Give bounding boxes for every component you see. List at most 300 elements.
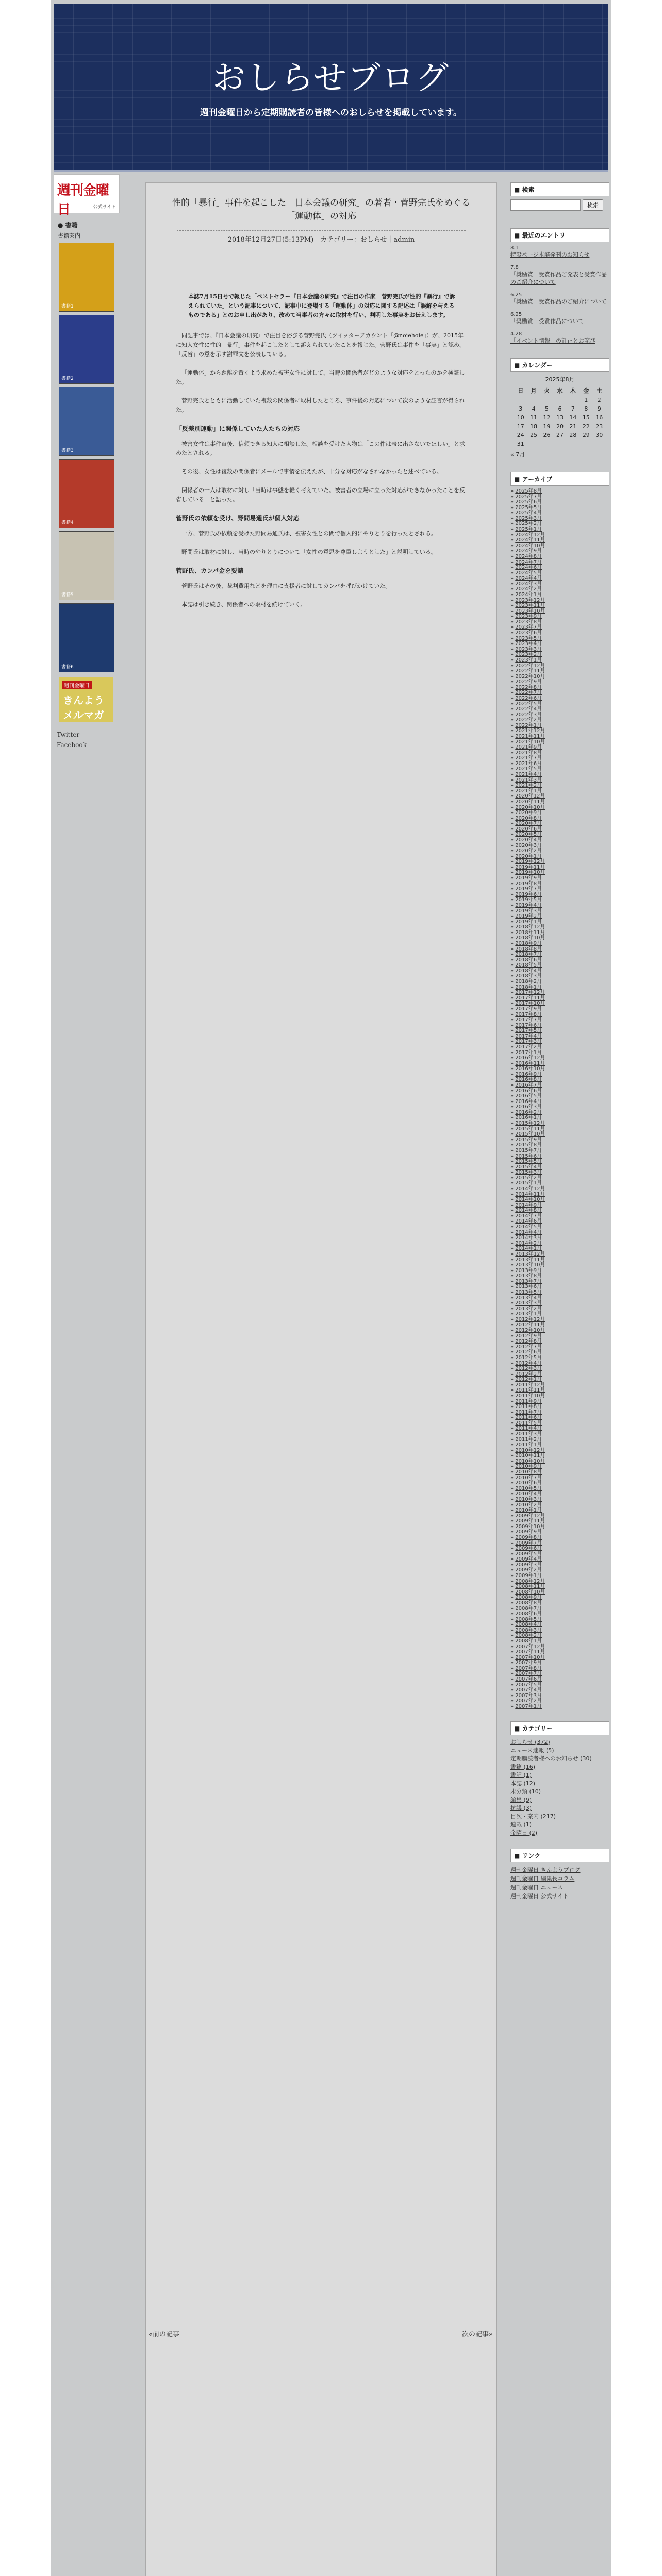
archive-item[interactable]: » 2007年11月: [510, 1649, 545, 1655]
archive-item[interactable]: » 2020年2月: [510, 848, 542, 854]
archive-item-label: 2019年8月: [515, 880, 542, 887]
archive-item[interactable]: » 2011年7月: [510, 1409, 542, 1415]
archive-item[interactable]: » 2013年10月: [510, 1262, 545, 1268]
archive-item[interactable]: » 2012年4月: [510, 1360, 542, 1366]
archive-item[interactable]: » 2016年12月: [510, 1055, 545, 1061]
book-cover[interactable]: [59, 243, 114, 312]
archive-item[interactable]: » 2022年7月: [510, 690, 542, 696]
archive-item[interactable]: » 2020年11月: [510, 799, 545, 805]
book-cover-label: 書籍2: [61, 376, 74, 381]
archive-item[interactable]: » 2018年10月: [510, 935, 545, 941]
category-item[interactable]: 書籍 (16): [510, 1763, 536, 1770]
archive-item[interactable]: » 2023年11月: [510, 603, 545, 609]
archive-item-label: 2011年11月: [515, 1387, 545, 1394]
archive-item[interactable]: » 2018年8月: [510, 946, 542, 952]
archive-item[interactable]: » 2020年10月: [510, 804, 545, 810]
archive-item[interactable]: » 2008年5月: [510, 1616, 542, 1622]
archive-item[interactable]: » 2024年1月: [510, 591, 542, 598]
archive-item[interactable]: » 2023年5月: [510, 635, 542, 641]
archive-item-label: 2020年4月: [515, 837, 542, 843]
category-item[interactable]: 連載 (1): [510, 1821, 532, 1828]
archive-item[interactable]: » 2024年8月: [510, 553, 542, 560]
prev-post-link[interactable]: «前の記事: [148, 2331, 179, 2338]
archive-item[interactable]: » 2010年9月: [510, 1464, 542, 1470]
archive-item[interactable]: » 2023年3月: [510, 646, 542, 652]
facebook-link[interactable]: Facebook: [57, 741, 87, 749]
archive-item-label: 2020年11月: [515, 799, 545, 805]
archive-item[interactable]: » 2010年1月: [510, 1507, 542, 1514]
archive-item[interactable]: » 2010年7月: [510, 1475, 542, 1481]
book-cover[interactable]: [59, 531, 114, 600]
archive-item[interactable]: » 2021年11月: [510, 734, 545, 740]
archive-item[interactable]: » 2015年6月: [510, 1153, 542, 1159]
archive-item[interactable]: » 2023年8月: [510, 619, 542, 625]
archive-item[interactable]: » 2018年7月: [510, 952, 542, 958]
archive-item-label: 2013年12月: [515, 1251, 545, 1257]
archive-item[interactable]: » 2024年11月: [510, 537, 545, 544]
archive-item[interactable]: » 2019年12月: [510, 859, 545, 865]
archive-item[interactable]: » 2012年3月: [510, 1366, 542, 1372]
archive-item-label: 2019年7月: [515, 886, 542, 892]
calendar-day: [540, 396, 553, 404]
archive-item[interactable]: » 2015年12月: [510, 1121, 545, 1127]
archive-item[interactable]: » 2023年12月: [510, 597, 545, 603]
archive-item[interactable]: » 2022年9月: [510, 679, 542, 685]
archive-item[interactable]: » 2017年4月: [510, 1033, 542, 1039]
archive-item[interactable]: » 2013年11月: [510, 1257, 545, 1263]
archive-item[interactable]: » 2023年9月: [510, 614, 542, 620]
archive-item[interactable]: » 2012年8月: [510, 1338, 542, 1345]
archive-item[interactable]: » 2021年1月: [510, 788, 542, 794]
archive-item[interactable]: » 2011年6月: [510, 1415, 542, 1421]
archive-item[interactable]: » 2013年1月: [510, 1311, 542, 1317]
archive-item[interactable]: » 2025年5月: [510, 504, 542, 511]
archive-item[interactable]: » 2025年7月: [510, 494, 542, 500]
archive-item[interactable]: » 2016年4月: [510, 1098, 542, 1105]
archive-item-label: 2014年11月: [515, 1191, 545, 1197]
archive-item[interactable]: » 2024年5月: [510, 570, 542, 576]
archive-item[interactable]: » 2024年7月: [510, 559, 542, 565]
archive-item[interactable]: » 2020年7月: [510, 821, 542, 827]
archive-item-label: 2024年12月: [515, 532, 545, 538]
archive-item[interactable]: » 2013年5月: [510, 1289, 542, 1295]
archive-item[interactable]: » 2015年9月: [510, 1137, 542, 1143]
archive-item[interactable]: » 2007年12月: [510, 1643, 545, 1650]
archive-item-label: 2023年9月: [515, 614, 542, 620]
archive-item[interactable]: » 2013年6月: [510, 1284, 542, 1290]
search-input[interactable]: [510, 199, 581, 211]
archive-item-label: 2014年3月: [515, 1235, 542, 1241]
archive-item-label: 2016年4月: [515, 1098, 542, 1105]
archive-item[interactable]: » 2010年2月: [510, 1502, 542, 1508]
archive-item[interactable]: » 2013年3月: [510, 1300, 542, 1307]
archive-item[interactable]: » 2015年11月: [510, 1126, 545, 1132]
archive-item[interactable]: » 2023年2月: [510, 652, 542, 658]
archive-item[interactable]: » 2017年7月: [510, 1017, 542, 1023]
category-item[interactable]: 本誌 (12): [510, 1780, 536, 1787]
archive-item[interactable]: » 2013年2月: [510, 1306, 542, 1312]
archive-item[interactable]: » 2015年4月: [510, 1164, 542, 1170]
archive-item[interactable]: » 2012年11月: [510, 1322, 545, 1328]
archive-item[interactable]: » 2020年9月: [510, 810, 542, 816]
archive-item[interactable]: » 2022年11月: [510, 668, 545, 674]
archive-item[interactable]: » 2025年6月: [510, 499, 542, 505]
calendar-weekday: 水: [557, 387, 563, 394]
archive-item[interactable]: » 2015年3月: [510, 1170, 542, 1176]
archive-item[interactable]: » 2008年4月: [510, 1622, 542, 1628]
archive-item[interactable]: » 2008年7月: [510, 1605, 542, 1612]
blog-title[interactable]: おしらせブログ: [212, 59, 450, 97]
archive-item[interactable]: » 2023年1月: [510, 657, 542, 663]
archive-item[interactable]: » 2012年6月: [510, 1349, 542, 1355]
archive-item[interactable]: » 2017年8月: [510, 1011, 542, 1018]
archive-item[interactable]: » 2007年10月: [510, 1654, 545, 1660]
archive-item[interactable]: » 2025年2月: [510, 521, 542, 527]
archive-item[interactable]: » 2020年3月: [510, 842, 542, 849]
archive-item[interactable]: » 2020年8月: [510, 815, 542, 821]
archive-item[interactable]: » 2021年4月: [510, 772, 542, 778]
archive-item[interactable]: » 2022年3月: [510, 711, 542, 718]
archive-item[interactable]: » 2018年2月: [510, 979, 542, 985]
archive-item[interactable]: » 2014年6月: [510, 1218, 542, 1225]
mailmag-banner[interactable]: [59, 677, 113, 722]
archive-item[interactable]: » 2014年3月: [510, 1235, 542, 1241]
archive-item[interactable]: » 2018年9月: [510, 940, 542, 946]
archive-item[interactable]: » 2010年12月: [510, 1447, 545, 1453]
recent-entry-link[interactable]: 「奨励賞」受賞作品について: [510, 318, 584, 325]
recent-entry-link[interactable]: 特設ページ本誌発刊のお知らせ: [510, 251, 590, 258]
calendar-day: [567, 396, 580, 404]
archive-item[interactable]: » 2020年4月: [510, 837, 542, 843]
archive-item-label: 2008年11月: [515, 1584, 545, 1590]
archive-item[interactable]: » 2025年1月: [510, 527, 542, 533]
archive-item[interactable]: » 2016年2月: [510, 1109, 542, 1115]
archive-item-label: 2022年5月: [515, 701, 542, 707]
archive-item[interactable]: » 2025年8月: [510, 488, 542, 494]
archive-item[interactable]: » 2007年6月: [510, 1676, 542, 1683]
archive-item[interactable]: » 2009年5月: [510, 1551, 542, 1557]
archive-item[interactable]: » 2019年1月: [510, 919, 542, 925]
twitter-link[interactable]: Twitter: [57, 731, 80, 738]
archive-item[interactable]: » 2024年6月: [510, 565, 542, 571]
archive-item[interactable]: » 2019年7月: [510, 886, 542, 892]
archive-item[interactable]: » 2014年2月: [510, 1240, 542, 1246]
archive-item-label: 2021年9月: [515, 744, 542, 751]
archive-item[interactable]: » 2011年11月: [510, 1387, 545, 1394]
archive-item[interactable]: » 2014年4月: [510, 1229, 542, 1235]
book-cover-label: 書籍5: [61, 592, 74, 598]
sidebar-link[interactable]: 週刊金曜日 ニュース: [510, 1884, 563, 1891]
archive-item[interactable]: » 2024年12月: [510, 532, 545, 538]
archive-item[interactable]: » 2022年1月: [510, 722, 542, 728]
archive-item-label: 2008年6月: [515, 1611, 542, 1617]
archive-item[interactable]: » 2018年3月: [510, 973, 542, 979]
category-item[interactable]: ニュース速報 (5): [510, 1747, 554, 1754]
archive-item[interactable]: » 2023年7月: [510, 624, 542, 631]
archive-item[interactable]: » 2017年3月: [510, 1039, 542, 1045]
archive-item[interactable]: » 2007年1月: [510, 1703, 542, 1709]
archive-item-label: 2009年1月: [515, 1573, 542, 1579]
archive-item[interactable]: » 2021年8月: [510, 750, 542, 756]
archive-item[interactable]: » 2009年11月: [510, 1518, 545, 1524]
archive-item[interactable]: » 2014年11月: [510, 1191, 545, 1197]
archive-item[interactable]: » 2009年6月: [510, 1546, 542, 1552]
sidebar-link[interactable]: 週刊金曜日 公式サイト: [510, 1892, 569, 1900]
archive-item[interactable]: » 2017年1月: [510, 1049, 542, 1056]
archive-item[interactable]: » 2017年9月: [510, 1006, 542, 1012]
archive-item[interactable]: » 2007年3月: [510, 1692, 542, 1699]
archive-item[interactable]: » 2015年10月: [510, 1131, 545, 1138]
archive-item[interactable]: » 2010年8月: [510, 1469, 542, 1476]
archive-item[interactable]: » 2008年3月: [510, 1627, 542, 1633]
archive-item[interactable]: » 2011年8月: [510, 1404, 542, 1410]
archive-item[interactable]: » 2020年6月: [510, 826, 542, 832]
archive-item[interactable]: » 2011年3月: [510, 1431, 542, 1437]
archive-item[interactable]: » 2018年1月: [510, 984, 542, 990]
archive-item[interactable]: » 2019年10月: [510, 870, 545, 876]
archive-item[interactable]: » 2018年11月: [510, 929, 545, 936]
archive-item[interactable]: » 2013年12月: [510, 1251, 545, 1257]
archive-item[interactable]: » 2010年11月: [510, 1453, 545, 1459]
archive-item[interactable]: » 2009年3月: [510, 1562, 542, 1568]
archive-item-label: 2019年1月: [515, 919, 542, 925]
archive-item[interactable]: » 2019年3月: [510, 908, 542, 914]
archive-item[interactable]: » 2011年10月: [510, 1393, 545, 1399]
archive-item[interactable]: » 2015年5月: [510, 1159, 542, 1165]
archive-item[interactable]: » 2022年6月: [510, 695, 542, 701]
archive-item[interactable]: » 2012年10月: [510, 1328, 545, 1334]
archive-item[interactable]: » 2012年9月: [510, 1333, 542, 1339]
archive-item[interactable]: » 2021年3月: [510, 777, 542, 783]
archive-item[interactable]: » 2011年4月: [510, 1426, 542, 1432]
archive-item[interactable]: » 2014年8月: [510, 1208, 542, 1214]
archive-item[interactable]: » 2013年7月: [510, 1278, 542, 1284]
archive-item[interactable]: » 2019年11月: [510, 864, 545, 870]
archive-item[interactable]: » 2007年5月: [510, 1682, 542, 1688]
archive-item[interactable]: » 2019年6月: [510, 891, 542, 897]
archive-item-label: 2023年8月: [515, 619, 542, 625]
archive-item[interactable]: » 2008年8月: [510, 1600, 542, 1606]
archive-item[interactable]: » 2008年9月: [510, 1595, 542, 1601]
right-sidebar: [510, 182, 609, 1901]
archive-item[interactable]: » 2021年12月: [510, 728, 545, 734]
archive-item[interactable]: » 2018年4月: [510, 968, 542, 974]
archive-item[interactable]: » 2007年4月: [510, 1687, 542, 1693]
book-cover[interactable]: [59, 387, 114, 456]
archive-item-label: 2021年2月: [515, 783, 542, 789]
category-item[interactable]: 書評 (1): [510, 1771, 532, 1778]
archive-item-label: 2012年4月: [515, 1360, 542, 1366]
archive-item[interactable]: » 2019年5月: [510, 897, 542, 903]
archive-item[interactable]: » 2010年10月: [510, 1458, 545, 1464]
post-title[interactable]: 性的「暴行」事件を起こした「日本会議の研究」の著者・菅野完氏をめぐる「運動体」の対応: [172, 198, 470, 222]
archive-item-label: 2010年8月: [515, 1469, 542, 1476]
recent-entry-link[interactable]: 「イベント情報」の訂正とお詫び: [510, 337, 595, 344]
archive-item[interactable]: » 2012年2月: [510, 1371, 542, 1377]
archive-item-label: 2008年1月: [515, 1638, 542, 1644]
archive-item[interactable]: » 2016年8月: [510, 1077, 542, 1083]
archive-item[interactable]: » 2021年2月: [510, 783, 542, 789]
archive-item-label: 2021年12月: [515, 728, 545, 734]
category-item[interactable]: 未分類 (10): [510, 1788, 541, 1795]
archive-item[interactable]: » 2011年9月: [510, 1398, 542, 1404]
archive-item[interactable]: » 2012年5月: [510, 1354, 542, 1361]
archive-item[interactable]: » 2019年2月: [510, 913, 542, 920]
post-section-heading: 菅野氏の依頼を受け、野間易通氏が個人対応: [176, 515, 300, 522]
archive-item[interactable]: » 2007年8月: [510, 1665, 542, 1671]
archive-item[interactable]: » 2020年5月: [510, 832, 542, 838]
archive-item[interactable]: » 2010年6月: [510, 1480, 542, 1486]
archive-item[interactable]: » 2008年10月: [510, 1589, 545, 1595]
archive-item[interactable]: » 2010年3月: [510, 1496, 542, 1502]
category-item[interactable]: 編集 (9): [510, 1796, 532, 1803]
archive-item[interactable]: » 2011年1月: [510, 1442, 542, 1448]
archive-item[interactable]: » 2017年12月: [510, 990, 545, 996]
archive-item[interactable]: » 2020年1月: [510, 853, 542, 859]
archive-item[interactable]: » 2022年12月: [510, 663, 545, 669]
archive-item[interactable]: » 2013年8月: [510, 1273, 542, 1279]
archive-item[interactable]: » 2022年2月: [510, 717, 542, 723]
archive-item[interactable]: » 2011年2月: [510, 1436, 542, 1443]
archive-item[interactable]: » 2024年4月: [510, 575, 542, 582]
archive-item[interactable]: » 2017年10月: [510, 1001, 545, 1007]
archive-item-label: 2011年7月: [515, 1409, 542, 1415]
archive-item[interactable]: » 2024年10月: [510, 543, 545, 549]
archive-item[interactable]: » 2009年8月: [510, 1535, 542, 1540]
archive-item[interactable]: » 2023年10月: [510, 608, 545, 614]
archive-item[interactable]: » 2011年5月: [510, 1420, 542, 1426]
next-post-link[interactable]: 次の記事»: [462, 2331, 493, 2338]
archive-item[interactable]: » 2015年1月: [510, 1180, 542, 1187]
category-item[interactable]: 抗議 (3): [510, 1804, 532, 1811]
archive-item[interactable]: » 2016年10月: [510, 1066, 545, 1072]
archive-item[interactable]: » 2012年7月: [510, 1344, 542, 1350]
archive-item[interactable]: » 2016年9月: [510, 1071, 542, 1077]
archive-item[interactable]: » 2017年11月: [510, 995, 545, 1001]
archive-item[interactable]: » 2007年2月: [510, 1698, 542, 1704]
archive-item[interactable]: » 2014年1月: [510, 1246, 542, 1252]
archive-item[interactable]: » 2021年7月: [510, 755, 542, 761]
calendar-weekday: 土: [596, 387, 602, 394]
archive-item[interactable]: » 2018年5月: [510, 962, 542, 969]
archive-item[interactable]: » 2022年4月: [510, 706, 542, 713]
archive-item[interactable]: » 2013年4月: [510, 1295, 542, 1301]
archive-item[interactable]: » 2019年8月: [510, 880, 542, 887]
archive-item[interactable]: » 2009年4月: [510, 1556, 542, 1563]
archive-item[interactable]: » 2013年9月: [510, 1267, 542, 1274]
archive-item[interactable]: » 2023年6月: [510, 630, 542, 636]
sidebar-link[interactable]: 週刊金曜日 編集長コラム: [510, 1875, 575, 1882]
archive-item[interactable]: » 2018年6月: [510, 957, 542, 963]
book-cover[interactable]: [59, 603, 114, 672]
recent-entry-date: 4.28: [510, 331, 522, 337]
archive-item[interactable]: » 2016年6月: [510, 1088, 542, 1094]
archive-item-label: 2018年9月: [515, 940, 542, 946]
archive-item[interactable]: » 2009年9月: [510, 1529, 542, 1535]
archive-item[interactable]: » 2021年10月: [510, 739, 545, 745]
calendar-prev-month[interactable]: « 7月: [510, 451, 525, 458]
archive-item[interactable]: » 2022年5月: [510, 701, 542, 707]
archive-item[interactable]: » 2012年12月: [510, 1316, 545, 1323]
archive-item[interactable]: » 2015年7月: [510, 1147, 542, 1154]
archive-item[interactable]: » 2011年12月: [510, 1382, 545, 1388]
archive-item-label: 2020年6月: [515, 826, 542, 832]
search-button[interactable]: 検索: [583, 199, 603, 211]
archive-item[interactable]: » 2019年9月: [510, 875, 542, 882]
archive-item[interactable]: » 2021年6月: [510, 760, 542, 767]
archive-item[interactable]: » 2008年11月: [510, 1584, 545, 1590]
category-item[interactable]: 目次・案内 (217): [510, 1812, 556, 1820]
calendar-day: 12: [543, 414, 551, 421]
archive-item[interactable]: » 2008年1月: [510, 1638, 542, 1644]
archive-item[interactable]: » 2024年9月: [510, 548, 542, 554]
archive-item[interactable]: » 2012年1月: [510, 1377, 542, 1383]
archive-item[interactable]: » 2017年2月: [510, 1044, 542, 1050]
archive-item[interactable]: » 2017年5月: [510, 1028, 542, 1034]
archive-item[interactable]: » 2008年12月: [510, 1578, 545, 1584]
archive-item[interactable]: » 2014年5月: [510, 1224, 542, 1230]
archive-item[interactable]: » 2018年12月: [510, 924, 545, 930]
archive-item[interactable]: » 2008年2月: [510, 1633, 542, 1639]
archive-item[interactable]: » 2014年10月: [510, 1197, 545, 1203]
recent-entry-link[interactable]: 「奨励賞」受賞作品のご紹介について: [510, 298, 607, 305]
archive-item[interactable]: » 2016年1月: [510, 1115, 542, 1121]
book-cover[interactable]: [59, 315, 114, 384]
archive-item[interactable]: » 2023年4月: [510, 641, 542, 647]
archive-item[interactable]: » 2024年2月: [510, 586, 542, 592]
archive-item[interactable]: » 2016年11月: [510, 1060, 545, 1066]
sidebar-link[interactable]: 週刊金曜日 きんようブログ: [510, 1866, 581, 1873]
recent-entry-link[interactable]: 「奨励賞」受賞作品ご発表と受賞作品のご紹介について: [510, 271, 607, 285]
archive-item[interactable]: » 2022年8月: [510, 684, 542, 690]
archive-item[interactable]: » 2019年4月: [510, 902, 542, 908]
archive-item[interactable]: » 2009年7月: [510, 1540, 542, 1546]
archive-item[interactable]: » 2010年5月: [510, 1485, 542, 1492]
calendar-weekday: 日: [518, 387, 524, 394]
archive-item[interactable]: » 2007年7月: [510, 1671, 542, 1677]
category-item[interactable]: おしらせ (372): [510, 1738, 550, 1745]
archive-item[interactable]: » 2015年2月: [510, 1175, 542, 1181]
archive-item[interactable]: » 2025年3月: [510, 515, 542, 521]
archive-item[interactable]: » 2017年6月: [510, 1022, 542, 1028]
archive-item[interactable]: » 2016年5月: [510, 1093, 542, 1099]
category-item[interactable]: 金曜日 (2): [510, 1829, 538, 1836]
archive-item-label: 2017年3月: [515, 1039, 542, 1045]
category-item[interactable]: 定期購読者様へのお知らせ (30): [510, 1755, 592, 1762]
archive-item[interactable]: » 2016年3月: [510, 1104, 542, 1110]
archive-item[interactable]: » 2007年9月: [510, 1660, 542, 1666]
archive-item[interactable]: » 2009年10月: [510, 1523, 545, 1530]
archive-item[interactable]: » 2021年5月: [510, 766, 542, 772]
archive-item[interactable]: » 2009年2月: [510, 1567, 542, 1573]
archive-item[interactable]: » 2014年7月: [510, 1213, 542, 1219]
archive-item[interactable]: » 2009年12月: [510, 1513, 545, 1519]
archive-item[interactable]: » 2015年8月: [510, 1142, 542, 1148]
archive-item[interactable]: » 2020年12月: [510, 793, 545, 800]
archive-item[interactable]: » 2025年4月: [510, 510, 542, 516]
archive-item[interactable]: » 2009年1月: [510, 1573, 542, 1579]
site-logo[interactable]: [54, 174, 120, 217]
archive-item[interactable]: » 2016年7月: [510, 1082, 542, 1089]
archive-item[interactable]: » 2024年3月: [510, 581, 542, 587]
archive-item[interactable]: » 2008年6月: [510, 1611, 542, 1617]
archive-item[interactable]: » 2014年9月: [510, 1202, 542, 1208]
archive-item[interactable]: » 2022年10月: [510, 673, 545, 680]
archive-item[interactable]: » 2010年4月: [510, 1491, 542, 1497]
book-cover[interactable]: [59, 459, 114, 528]
archive-item[interactable]: » 2021年9月: [510, 744, 542, 751]
archive-item[interactable]: » 2014年12月: [510, 1186, 545, 1192]
